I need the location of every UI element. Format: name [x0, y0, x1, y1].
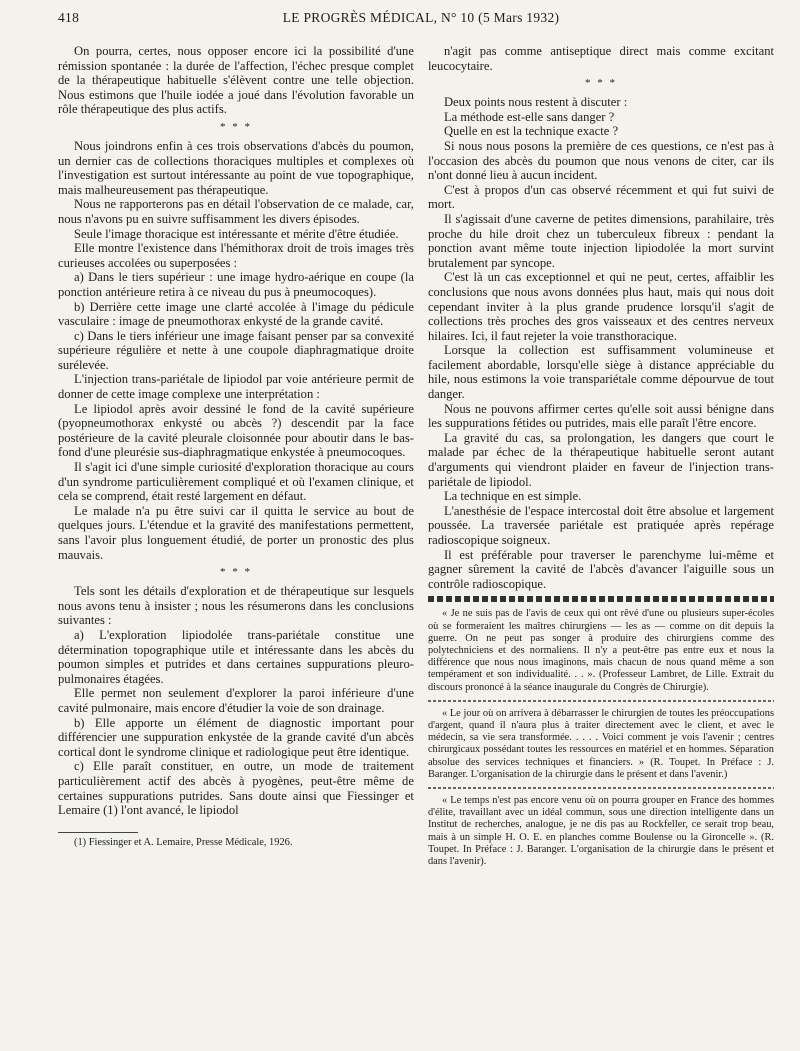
- paragraph: Seule l'image thoracique est intéressante et mérite d'être étudiée.: [74, 226, 399, 241]
- paragraph: Nous ne pouvons affirmer certes qu'elle soit aussi bénigne dans les suppurations fétides ou putrides, mais elle paraît l'être encore.: [427, 401, 774, 431]
- paragraph: Nous joindrons enfin à ces trois observations d'abcès du poumon, un dernier cas de collections thoraciques multiples et complexes où l'investigation est surtout intéressante au point de vue topographique, mais malheureusement pas thérapeutique.: [58, 138, 414, 197]
- quote-block: « Le temps n'est pas encore venu où on pourra grouper en France des hommes d'élite, travaillant avec un idéal commun, sous une direction intelligente dans un Institut de recherches, analogue, je ne dis pas au Rockfeller, ce serait trop beau, mais à un simple H. O. E. en planches comme Boulense ou la Gironcelle ». (R. Toupet. In Préface : J. Baranger. L'organisation de la chirurgie dans le présent et dans l'avenir).: [427, 795, 774, 868]
- paragraph: Quelle en est la technique exacte ?: [443, 124, 619, 139]
- paragraph: Lorsque la collection est suffisamment volumineuse et facilement abordable, lorsqu'elle siège à distance appréciable du hile, nous estimons la voie transpariétale comme dépourvue de tout danger.: [427, 343, 774, 402]
- paragraph: L'injection trans-pariétale de lipiodol par voie antérieure permit de donner de cette image complexe une interprétation :: [58, 372, 414, 402]
- quote-divider: [428, 700, 774, 702]
- paragraph: C'est là un cas exceptionnel et qui ne peut, certes, affaiblir les conclusions que nous avons données plus haut, mais qui nous doit cependant inviter à la plus grande prudence lorsqu'il s'agit de collections très proches des gros vaisseaux et des centres nerveux hilaires. Ici, il faut rejeter la voie transthoracique.: [427, 270, 774, 343]
- paragraph: a) Dans le tiers supérieur : une image hydro-aérique en coupe (la ponction antérieure retira à ce niveau du pus à pneumocoques).: [58, 270, 414, 299]
- section-separator: * * *: [219, 120, 252, 133]
- paragraph: c) Elle paraît constituer, en outre, un mode de traitement particulièrement actif des abcès à pyogènes, peut-être même de certaines suppurations putrides. Sans doute ainsi que Fiessinger et Lemaire (1) l'ont avancé, le lipiodol: [58, 759, 414, 818]
- footnote: (1) Fiessinger et A. Lemaire, Presse Médicale, 1926.: [74, 836, 293, 848]
- paragraph: b) Elle apporte un élément de diagnostic important pour différencier une suppuration enkystée de la grande cavité d'un abcès cortical dont le syndrome clinique et radiologique peut être identique.: [58, 715, 414, 759]
- paragraph: Le malade n'a pu être suivi car il quitta le service au bout de quelques jours. L'étendue et la gravité des manifestations permettent, sans l'avoir plus longuement étudié, de porter un pronostic des plus mauvais.: [58, 503, 414, 562]
- paragraph: Il est préférable pour traverser le parenchyme lui-même et gagner sûrement la cavité de l'abcès d'avancer l'aiguille sous un contrôle radioscopique.: [427, 547, 774, 591]
- paragraph: Il s'agit ici d'une simple curiosité d'exploration thoracique au cours d'un syndrome particulièrement compliqué et où l'examen clinique, et cela se comprend, était resté largement en défaut.: [58, 460, 414, 504]
- paragraph: b) Derrière cette image une clarté accolée à l'image du pédicule vasculaire : image de pneumothorax enkysté de la grande cavité.: [58, 299, 414, 329]
- decorative-rule: [428, 596, 774, 602]
- paragraph: Si nous nous posons la première de ces questions, ce n'est pas à l'occasion des abcès du poumon que nous venons de citer, car ils n'ont donné lieu à aucun incident.: [427, 138, 774, 183]
- section-separator: * * *: [219, 566, 252, 579]
- quote-block: « Je ne suis pas de l'avis de ceux qui ont rêvé d'une ou plusieurs super-écoles où se formeraient les maîtres chirurgiens — les as — comme on dit depuis la guerre. On ne peut pas songer à produire des chirurgiens comme des polytechniciens et des normaliens. Il n'y a peut-être pas entre eux et nous la différence que nous nous imaginons, mais chacun de nous quand même a son tempérament et son individualité. . . ». (Professeur Lambret, de Lille. Extrait du discours prononcé à la séance inaugurale du Congrès de Chirurgie).: [427, 608, 774, 693]
- paragraph: La méthode est-elle sans danger ?: [443, 109, 615, 124]
- paragraph: L'anesthésie de l'espace intercostal doit être absolue et largement poussée. La traversée pariétale est pratiquée après repérage radioscopique soigneux.: [427, 503, 774, 547]
- paragraph: a) L'exploration lipiodolée trans-pariétale constitue une détermination topographique utile et intéressante dans les abcès du poumon simples et putrides et dans certaines suppurations pleuro-pulmonaires étagées.: [58, 627, 414, 686]
- paragraph: C'est à propos d'un cas observé récemment et qui fut suivi de mort.: [427, 182, 774, 212]
- paragraph: Elle montre l'existence dans l'hémithorax droit de trois images très curieuses accolées ou superposées :: [58, 241, 414, 270]
- paragraph: Nous ne rapporterons pas en détail l'observation de ce malade, car, nous n'avons pu en suivre suffisamment les divers épisodes.: [58, 197, 414, 226]
- footnote-rule: [58, 832, 138, 833]
- page-number: 418: [58, 10, 80, 25]
- paragraph: La technique en est simple.: [443, 489, 582, 504]
- paragraph: Tels sont les détails d'exploration et de thérapeutique sur lesquels nous avons tenu à insister ; nous les résumerons dans les conclusions suivantes :: [58, 584, 414, 628]
- running-header: [58, 10, 774, 36]
- paragraph: Le lipiodol après avoir dessiné le fond de la cavité supérieure (pyopneumothorax enkysté ou abcès ?) descendit par la face postérieure de la cavité pleurale cloisonnée pour aboutir dans le bas-fond d'une pleurésie sus-diaphragmatique enkystée à pneumocoques.: [58, 401, 414, 460]
- right-column: [428, 44, 774, 872]
- paragraph: On pourra, certes, nous opposer encore ici la possibilité d'une rémission spontanée : la durée de l'affection, l'échec presque complet de la thérapeutique habituelle s'élèvent contre une telle objection. Nous estimons que l'huile iodée a joué dans l'évolution favorable un rôle thérapeutique des plus actifs.: [58, 44, 414, 117]
- quote-block: « Le jour où on arrivera à débarrasser le chirurgien de toutes les préoccupations d'argent, quand il n'aura plus à traiter directement avec le client, et avec le médecin, sa vie sera transformée. . . . . Voici comment je vois l'avenir ; centres chirurgicaux possédant toutes les ressources en matériel et en hommes. Séparation absolue des services techniques et financiers. » (R. Toupet. In Préface : J. Baranger. L'organisation de la chirurgie dans le présent et dans l'avenir.): [427, 707, 774, 780]
- section-separator: * * *: [584, 77, 617, 90]
- paragraph: La gravité du cas, sa prolongation, les dangers que court le malade par échec de la thérapeutique habituelle seront autant d'arguments qui viendront plaider en faveur de l'injection trans-pariétale de lipiodol.: [427, 430, 774, 489]
- paragraph: Il s'agissait d'une caverne de petites dimensions, parahilaire, très proche du hile droit chez un tuberculeux fibreux : pendant la ponction avant même toute injection lipiodolée la mort survint brutalement par syncope.: [427, 211, 774, 270]
- paragraph: Deux points nous restent à discuter :: [443, 95, 628, 110]
- journal-title: LE PROGRÈS MÉDICAL, N° 10 (5 Mars 1932): [282, 10, 560, 25]
- left-column: [58, 44, 414, 872]
- paragraph: n'agit pas comme antiseptique direct mais comme excitant leucocytaire.: [427, 44, 774, 73]
- quote-divider: [428, 787, 774, 789]
- paragraph: c) Dans le tiers inférieur une image faisant penser par sa convexité supérieure régulière et nette à une coupole diaphragmatique droite surélevée.: [58, 328, 414, 372]
- paragraph: Elle permet non seulement d'explorer la paroi inférieure d'une cavité pulmonaire, mais encore d'étudier la voie de son drainage.: [58, 686, 414, 715]
